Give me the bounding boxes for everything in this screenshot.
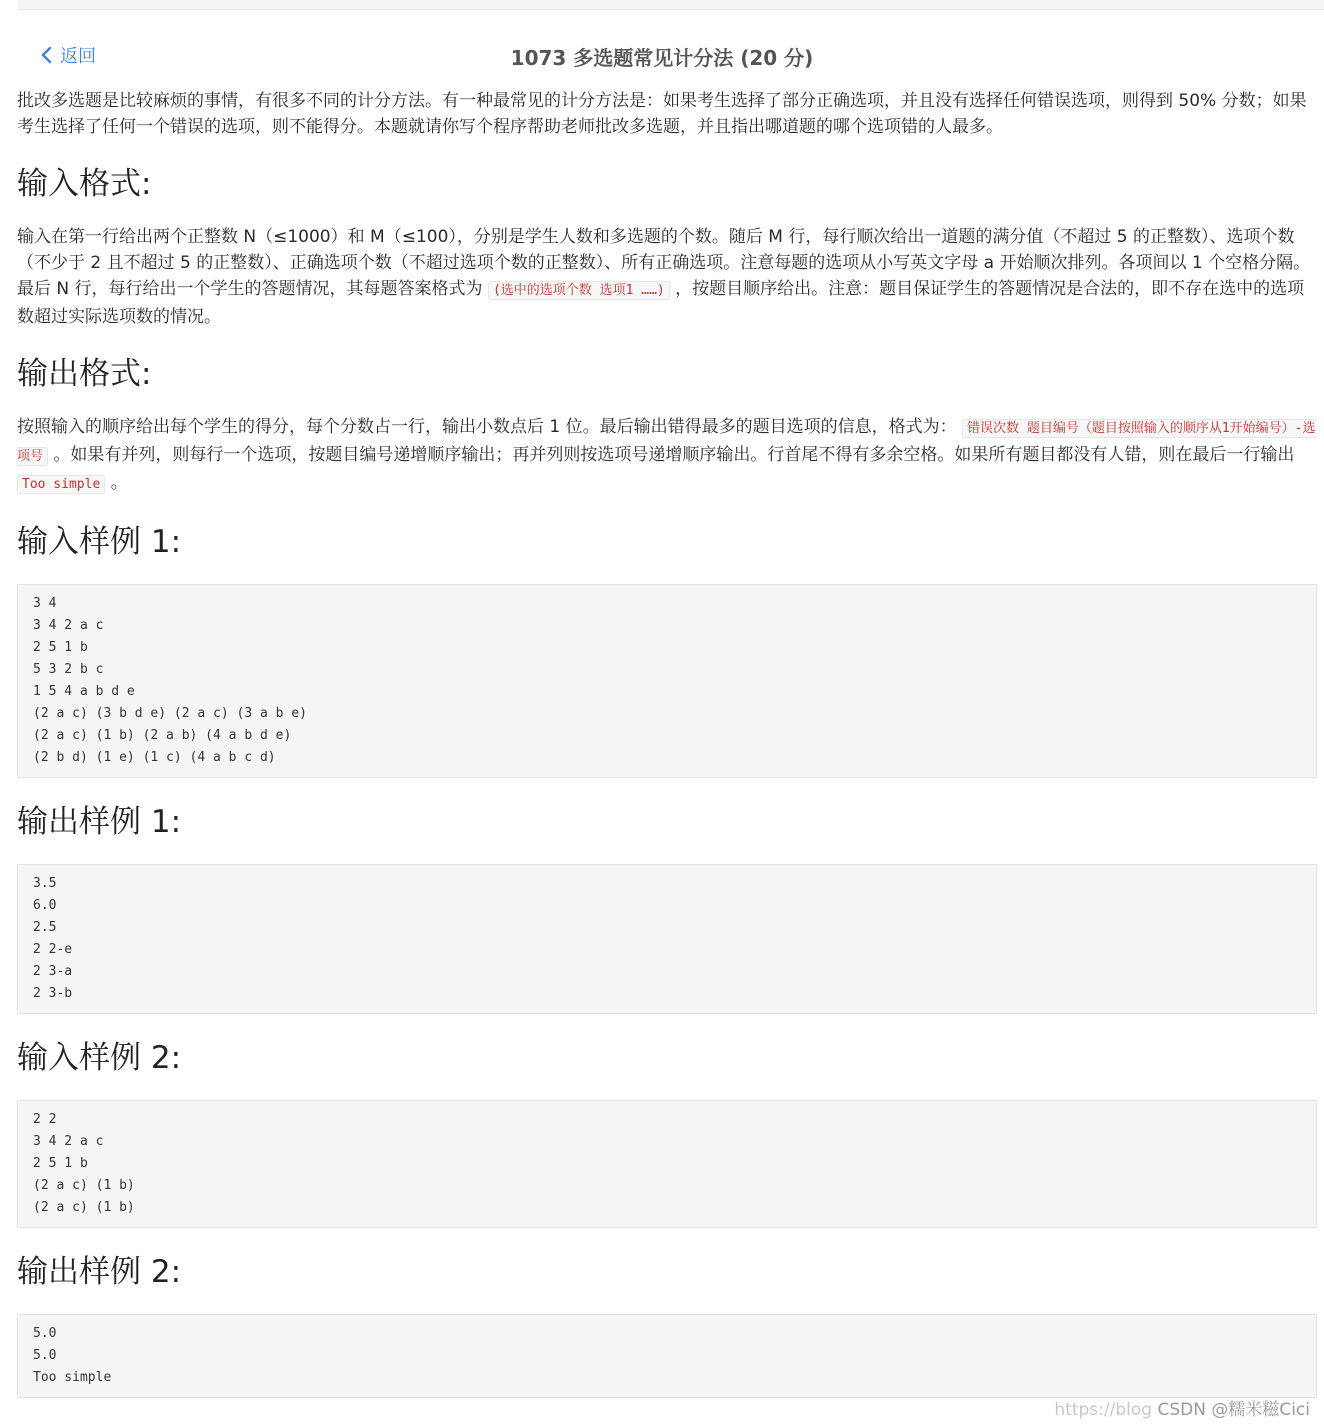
code-line: 2 3-b: [33, 986, 73, 1001]
sample-input-2-block: [17, 1100, 1317, 1228]
code-line: 2 3-a: [33, 964, 73, 979]
code-line: 2 5 1 b: [33, 1156, 88, 1171]
code-line: 3 4 2 a c: [33, 1134, 104, 1149]
code-line: 1 5 4 a b d e: [33, 684, 135, 699]
code-line: 5.0: [33, 1348, 57, 1363]
code-line: (2 b d) (1 e) (1 c) (4 a b c d): [33, 750, 276, 765]
sample-input-2-heading: 输入样例 2:: [17, 1040, 182, 1076]
problem-content: [17, 88, 1317, 1398]
code-line: (2 a c) (3 b d e) (2 a c) (3 a b e): [33, 706, 307, 721]
input-format-text-part: ，按题目顺序给出。注意：题目保证学生的答题情况是合法的，即不存在选中的选项数超过实际选项数的情况。: [17, 279, 1305, 327]
output-format-text-part: 按照输入的顺序给出每个学生的得分，每个分数占一行，输出小数点后 1 位。最后输出错得最多的题目选项的信息，格式为：: [17, 417, 957, 437]
code-line: 2 2: [33, 1112, 57, 1127]
back-label: 返回: [60, 46, 96, 67]
code-line: 3 4 2 a c: [33, 618, 104, 633]
code-line: 5.0: [33, 1326, 57, 1341]
too-simple-code: Too simple: [17, 475, 105, 494]
sample-input-1-block: [17, 584, 1317, 778]
output-format-heading: 输出格式:: [17, 356, 152, 392]
watermark-brand: CSDN @糯米糍Cici: [1157, 1400, 1310, 1420]
input-format-text-part: 输入在第一行给出两个正整数 N（≤1000）和 M（≤100），分别是学生人数和多选题的个数。随后 M 行，每行顺次给出一道题的满分值（不超过 5 的正整数）、选项个数（不少于 2 且不超过 5 的正整数）、正确选项个数（不超过选项个数的正整数）、所有正确选项。注意每题的选项从小写英文字母 a 开始顺次排列。各项间以 1 个空格分隔。最后 N 行，每行给出一个学生的答题情况，其每题答案格式为: [17, 227, 1311, 299]
csdn-watermark: [1054, 1395, 1310, 1420]
code-line: 3 4: [33, 596, 57, 611]
output-format-text: [17, 414, 1317, 498]
code-line: (2 a c) (1 b) (2 a b) (4 a b d e): [33, 728, 292, 743]
page-header: [0, 30, 1324, 78]
intro-text: 批改多选题是比较麻烦的事情，有很多不同的计分方法。有一种最常见的计分方法是：如果考生选择了部分正确选项，并且没有选择任何错误选项，则得到 50% 分数；如果考生选择了任何一个错误的选项，则不能得分。本题就请你写个程序帮助老师批改多选题，并且指出哪道题的哪个选项错的人最多。: [17, 91, 1307, 137]
page-title: 1073 多选题常见计分法 (20 分): [510, 46, 814, 70]
watermark-url: https://blog: [1054, 1400, 1153, 1420]
sample-output-2-heading: 输出样例 2:: [17, 1254, 182, 1290]
code-line: 2 5 1 b: [33, 640, 88, 655]
code-line: 6.0: [33, 898, 57, 913]
input-format-heading: 输入格式:: [17, 166, 152, 202]
code-line: 2.5: [33, 920, 57, 935]
code-line: 5 3 2 b c: [33, 662, 104, 677]
sample-input-1-heading: 输入样例 1:: [17, 524, 182, 560]
sample-output-1-block: [17, 864, 1317, 1014]
top-bar: [18, 0, 1324, 10]
code-line: 3.5: [33, 876, 57, 891]
error-format-code: 错误次数 题目编号（题目按照输入的顺序从1开始编号）-选项号: [17, 421, 1316, 464]
answer-format-code: (选中的选项个数 选项1 ……): [488, 281, 670, 300]
code-line: Too simple: [33, 1370, 112, 1385]
code-line: (2 a c) (1 b): [33, 1200, 135, 1215]
input-format-text: [17, 224, 1317, 330]
code-line: 2 2-e: [33, 942, 73, 957]
output-format-text-part: 。如果有并列，则每行一个选项，按题目编号递增顺序输出；再并列则按选项号递增顺序输出。行首尾不得有多余空格。如果所有题目都没有人错，则在最后一行输出: [53, 445, 1295, 465]
sample-output-2-block: [17, 1314, 1317, 1398]
output-format-text-part: 。: [110, 473, 128, 493]
sample-output-1-heading: 输出样例 1:: [17, 804, 182, 840]
code-line: (2 a c) (1 b): [33, 1178, 135, 1193]
